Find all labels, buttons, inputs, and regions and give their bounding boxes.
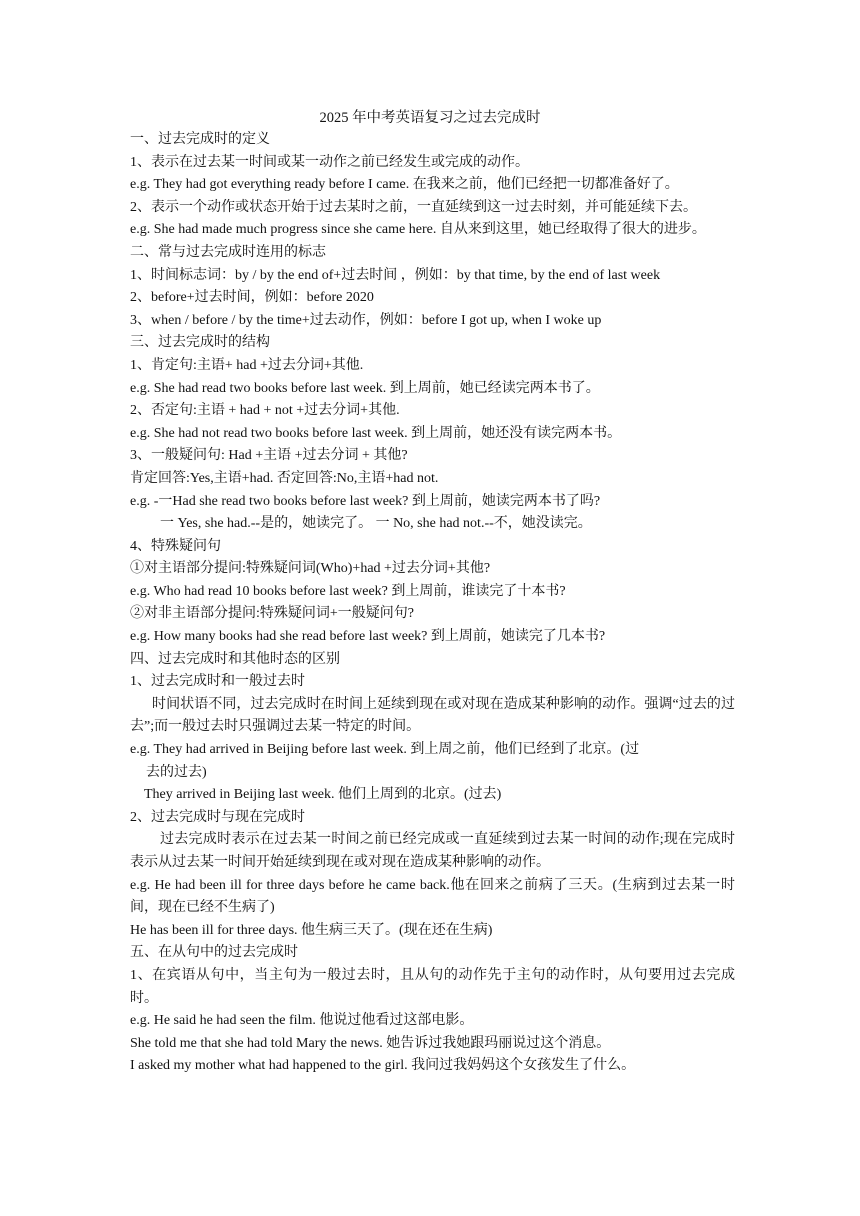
example-answers: 一 Yes, she had.--是的，她读完了。 一 No, she had not.--不，她没读完。 bbox=[160, 516, 592, 532]
definition-point-2: 2、表示一个动作或状态开始于过去某时之前，一直延续到这一过去时刻，并可能延续下去。 bbox=[130, 199, 697, 215]
example-line: e.g. She had read two books before last week. 到上周前，她已经读完两本书了。 bbox=[130, 380, 600, 396]
example-line: e.g. He said he had seen the film. 他说过他看过这部电影。 bbox=[130, 1013, 474, 1029]
marker-point-2: 2、before+过去时间，例如：before 2020 bbox=[130, 290, 374, 306]
section-heading-comparison: 四、过去完成时和其他时态的区别 bbox=[130, 651, 340, 667]
example-line: e.g. -一Had she read two books before last week? 到上周前，她读完两本书了吗? bbox=[130, 493, 601, 509]
example-line: I asked my mother what had happened to the girl. 我问过我妈妈这个女孩发生了什么。 bbox=[130, 1058, 636, 1074]
structure-question: 3、一般疑问句: Had +主语 +过去分词 + 其他? bbox=[130, 448, 408, 464]
comparison-point-1: 1、过去完成时和一般过去时 bbox=[130, 674, 305, 690]
section-heading-structure: 三、过去完成时的结构 bbox=[130, 335, 270, 351]
comparison-explanation-2: 过去完成时表示在过去某一时间之前已经完成或一直延续到过去某一时间的动作;现在完成时表示从过去某一时间开始延续到现在或对现在造成某种影响的动作。 bbox=[130, 832, 735, 870]
structure-special-question: 4、特殊疑问句 bbox=[130, 538, 221, 554]
comparison-explanation-1: 时间状语不同，过去完成时在时间上延续到现在或对现在造成某种影响的动作。强调“过去的过去”;而一般过去时只强调过去某一特定的时间。 bbox=[130, 696, 735, 735]
marker-point-1: 1、时间标志词：by / by the end of+过去时间 ，例如：by that time, by the end of last week bbox=[130, 267, 661, 283]
example-line: e.g. Who had read 10 books before last week? 到上周前，谁读完了十本书? bbox=[130, 583, 566, 599]
document-body bbox=[130, 129, 735, 1078]
special-question-non-subject: ②对非主语部分提问:特殊疑问词+一般疑问句? bbox=[130, 606, 414, 622]
structure-affirmative: 1、肯定句:主语+ had +过去分词+其他. bbox=[130, 357, 364, 373]
example-line: e.g. He had been ill for three days before he came back.他在回来之前病了三天。(生病到过去某一时间，现在已经不生病了) bbox=[130, 877, 735, 916]
example-line: e.g. She had not read two books before last week. 到上周前，她还没有读完两本书。 bbox=[130, 425, 622, 441]
section-heading-clauses: 五、在从句中的过去完成时 bbox=[130, 945, 298, 961]
clause-point-1: 1、在宾语从句中，当主句为一般过去时，且从句的动作先于主句的动作时，从句要用过去完成时。 bbox=[130, 967, 735, 1006]
definition-point-1: 1、表示在过去某一时间或某一动作之前已经发生或完成的动作。 bbox=[130, 154, 529, 170]
structure-negative: 2、否定句:主语 + had + not +过去分词+其他. bbox=[130, 403, 400, 419]
example-line: e.g. She had made much progress since she came here. 自从来到这里，她已经取得了很大的进步。 bbox=[130, 222, 706, 238]
example-line: They arrived in Beijing last week. 他们上周到的北京。(过去) bbox=[144, 787, 502, 803]
example-line: e.g. They had arrived in Beijing before last week. 到上周之前，他们已经到了北京。(过 bbox=[130, 742, 640, 758]
structure-answers: 肯定回答:Yes,主语+had. 否定回答:No,主语+had not. bbox=[130, 470, 439, 486]
marker-point-3: 3、when / before / by the time+过去动作，例如：before I got up, when I woke up bbox=[130, 312, 602, 328]
page-title: 2025 年中考英语复习之过去完成时 bbox=[319, 110, 541, 126]
example-line: e.g. They had got everything ready before I came. 在我来之前，他们已经把一切都准备好了。 bbox=[130, 177, 679, 193]
example-line: She told me that she had told Mary the news. 她告诉过我她跟玛丽说过这个消息。 bbox=[130, 1035, 611, 1051]
comparison-point-2: 2、过去完成时与现在完成时 bbox=[130, 809, 305, 825]
section-heading-markers: 二、常与过去完成时连用的标志 bbox=[130, 244, 326, 260]
example-line: e.g. How many books had she read before last week? 到上周前，她读完了几本书? bbox=[130, 629, 606, 645]
example-line: He has been ill for three days. 他生病三天了。(现在还在生病) bbox=[130, 922, 493, 938]
example-line-continued: 去的过去) bbox=[146, 764, 207, 780]
section-heading-definition: 一、过去完成时的定义 bbox=[130, 132, 270, 147]
special-question-subject: ①对主语部分提问:特殊疑问词(Who)+had +过去分词+其他? bbox=[130, 561, 491, 577]
